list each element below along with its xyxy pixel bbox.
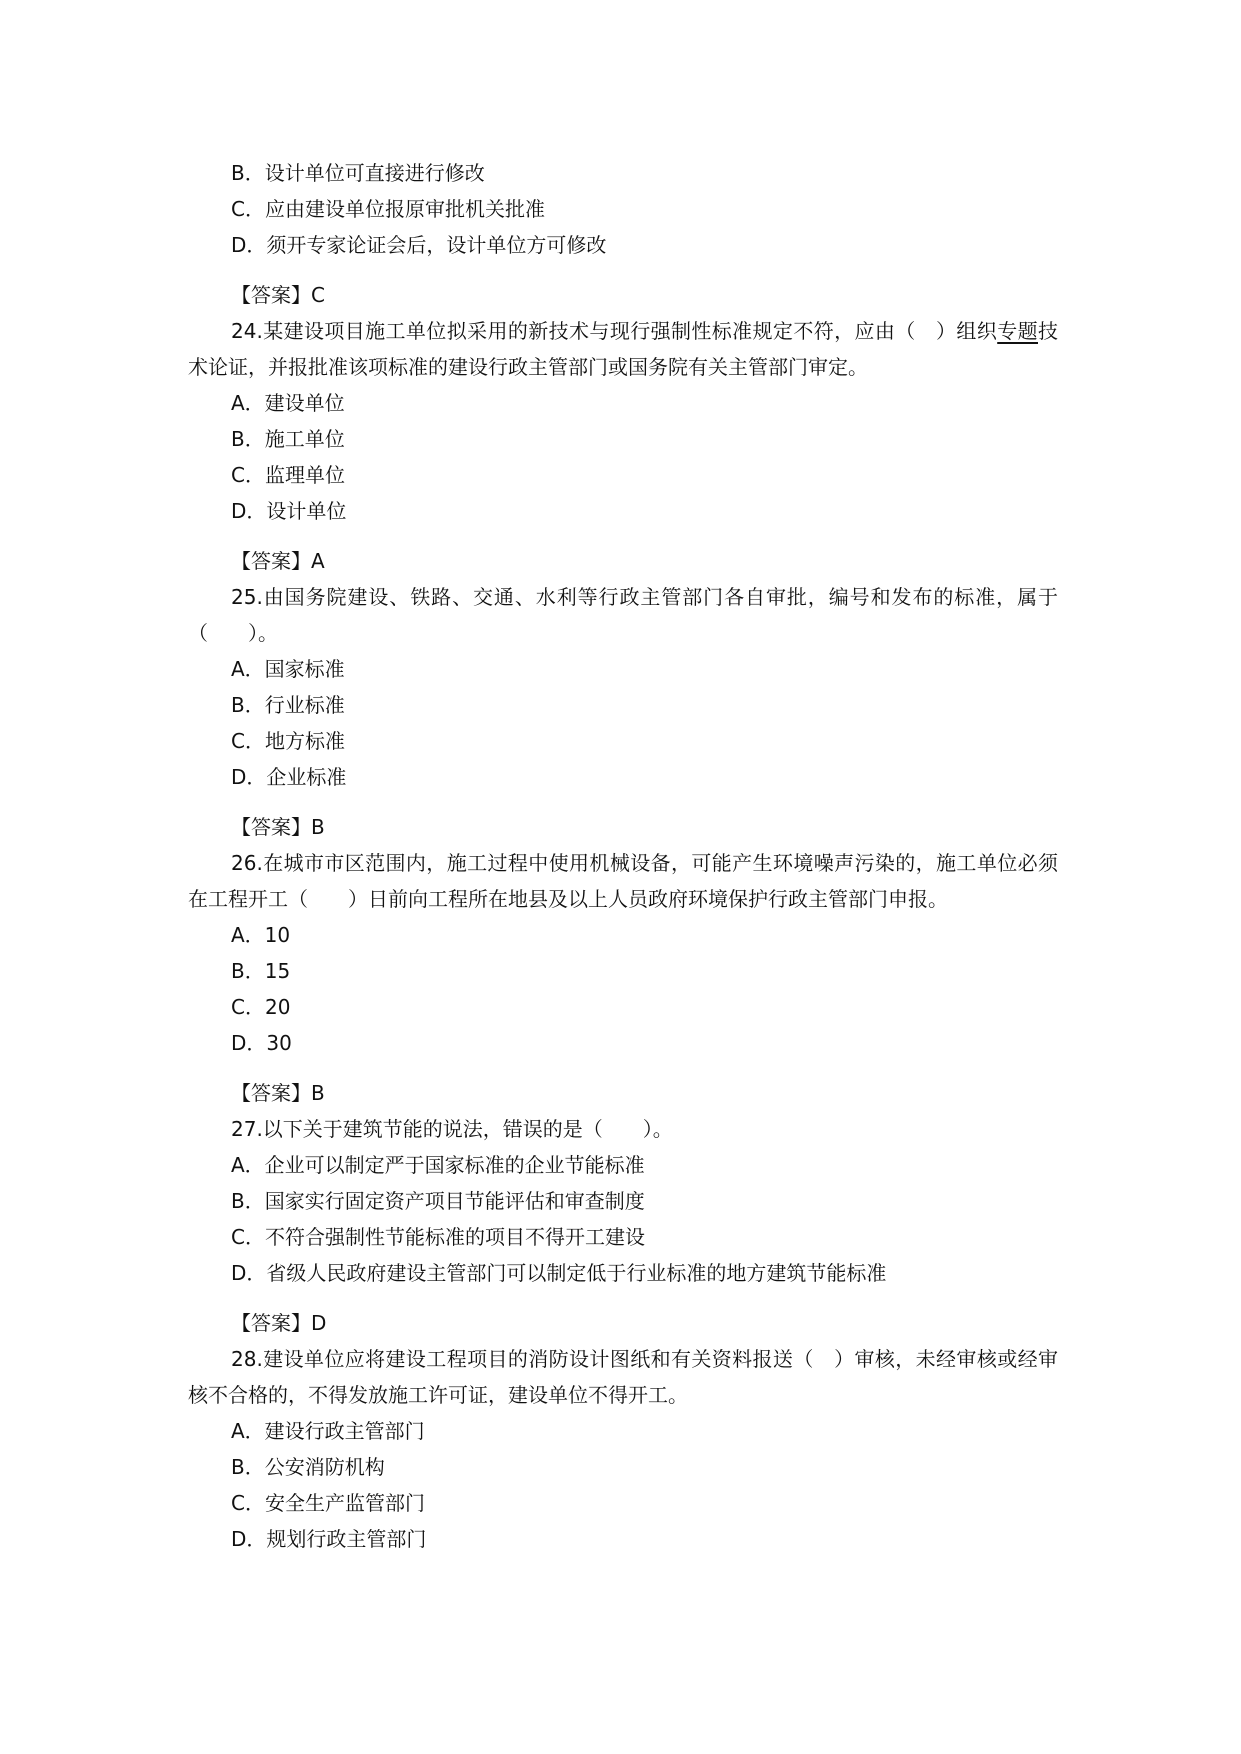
question-24-underlined-text: 专题	[997, 319, 1038, 343]
question-24-stem-part2: 技术论证，并报批准该项标准的建设行政主管部门或国务院有关主管部门审定。	[188, 319, 1058, 379]
question-24-option-c: C．监理单位	[231, 463, 345, 487]
question-list	[188, 155, 1068, 1557]
question-24-answer: 【答案】A	[231, 549, 325, 573]
question-26-option-d: D．30	[231, 1031, 292, 1055]
question-26-option-a: A．10	[231, 923, 291, 947]
question-25-option-d: D．企业标准	[231, 765, 347, 789]
question-25-answer: 【答案】B	[231, 815, 325, 839]
question-28-option-d: D．规划行政主管部门	[231, 1527, 427, 1551]
question-28-option-a: A．建设行政主管部门	[231, 1419, 425, 1443]
question-27-stem: 27.以下关于建筑节能的说法，错误的是（ ）。	[231, 1117, 673, 1141]
question-27-option-c: C．不符合强制性节能标准的项目不得开工建设	[231, 1225, 645, 1249]
question-25-stem: 25.由国务院建设、铁路、交通、水利等行政主管部门各自审批，编号和发布的标准，属于（ ）。	[188, 585, 1058, 645]
option-b: B．设计单位可直接进行修改	[231, 161, 485, 185]
question-24-stem	[188, 313, 1058, 385]
question-27-option-a: A．企业可以制定严于国家标准的企业节能标准	[231, 1153, 645, 1177]
question-24-stem-part1: 24.某建设项目施工单位拟采用的新技术与现行强制性标准规定不符，应由（ ）组织	[231, 319, 998, 343]
question-26-stem: 26.在城市市区范围内，施工过程中使用机械设备，可能产生环境噪声污染的，施工单位必须在工程开工（ ）日前向工程所在地县及以上人员政府环境保护行政主管部门申报。	[188, 851, 1058, 911]
question-25-option-b: B．行业标准	[231, 693, 345, 717]
question-28-option-c: C．安全生产监管部门	[231, 1491, 425, 1515]
question-24-option-a: A．建设单位	[231, 391, 345, 415]
question-28-option-b: B．公安消防机构	[231, 1455, 385, 1479]
question-26-option-c: C．20	[231, 995, 291, 1019]
option-c: C．应由建设单位报原审批机关批准	[231, 197, 545, 221]
question-26-answer: 【答案】B	[231, 1081, 325, 1105]
question-25-option-a: A．国家标准	[231, 657, 345, 681]
question-26-option-b: B．15	[231, 959, 291, 983]
question-27-option-b: B．国家实行固定资产项目节能评估和审查制度	[231, 1189, 645, 1213]
option-d: D．须开专家论证会后，设计单位方可修改	[231, 233, 607, 257]
question-24-option-d: D．设计单位	[231, 499, 347, 523]
question-24-option-b: B．施工单位	[231, 427, 345, 451]
question-27-answer: 【答案】D	[231, 1311, 327, 1335]
question-25-option-c: C．地方标准	[231, 729, 345, 753]
question-28-stem: 28.建设单位应将建设工程项目的消防设计图纸和有关资料报送（ ）审核，未经审核或经审核不合格的，不得发放施工许可证，建设单位不得开工。	[188, 1347, 1058, 1407]
question-27-option-d: D．省级人民政府建设主管部门可以制定低于行业标准的地方建筑节能标准	[231, 1261, 887, 1285]
answer-label: 【答案】C	[231, 283, 325, 307]
